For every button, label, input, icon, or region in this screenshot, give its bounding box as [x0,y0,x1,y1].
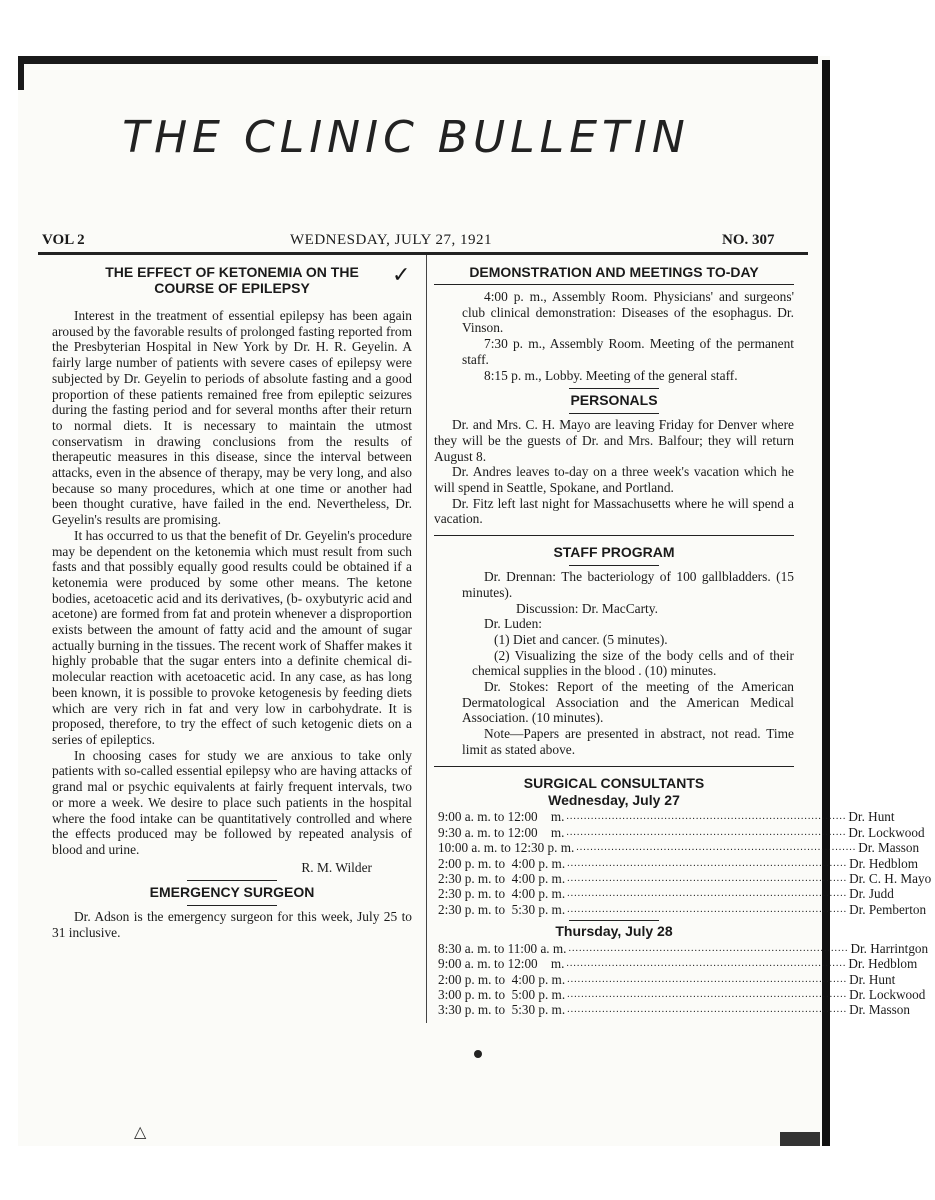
leader-dots: ................................................................................ [567,989,848,1001]
demonstration-title: DEMONSTRATION AND MEETINGS TO-DAY [469,264,759,280]
ink-speck [474,1050,482,1058]
schedule-row [434,971,896,987]
schedule-row [434,956,918,972]
program-discussion: Discussion: Dr. MacCarty. [516,600,658,616]
ketonemia-paragraph: It has occurred to us that the benefit of Dr. Geyelin's procedure may be dependent on the ketonemia which must result from such fasts and that possibly equally good results could be obtained if a ketonemia were produced by some other means. The ketone bodies, acetoacetic acid and its derivatives, (b- oxybutyric acid and acetone) are formed from fat and protein whenever a disproportion exists between the amount of fatty acid and the amount of sugar actually burning in the tissues. The recent work of Shaffer makes it highly probable that the sugar enters into a definite chemical di-molecular reaction with acetoacetic acid. In any case, as has long been known, it is possible to provoke ketogenesis by feeding diets which are very rich in fat and very low in carbohydrate. It is proposed, therefore, to try the effect of such ketogenic diets on a series of epileptics. [52,527,412,747]
scan-edge-left [18,56,24,90]
schedule-row [434,855,918,871]
consultants-day-label: Wednesday, July 27 [548,791,680,808]
section-rule [187,905,277,906]
section-rule [187,880,277,881]
schedule-time: 2:30 p. m. to 5:30 p. m. [438,901,566,917]
leader-dots: ................................................................................ [566,826,847,838]
leader-dots: ................................................................................ [567,872,848,884]
staff-program-title: STAFF PROGRAM [553,544,675,561]
schedule-doctor: Dr. C. H. Mayo [849,870,932,886]
schedule-doctor: Dr. Masson [858,840,920,856]
scan-smudge [780,1132,820,1146]
schedule-row [434,987,926,1003]
schedule-row [434,870,932,886]
leader-dots: ................................................................................ [567,888,848,900]
issue-number: NO. 307 [722,232,775,248]
consultants-day-label: Thursday, July 28 [555,923,673,940]
leader-dots: ................................................................................ [567,973,848,985]
consultants-title: SURGICAL CONSULTANTS [523,774,705,791]
ketonemia-paragraph: Interest in the treatment of essential epilepsy has been again aroused by the favorable results of prolonged fasting reported from the Presbyterian Hospital in New York by Dr. H. R. Geyelin. A fairly large number of patients with severe cases of epilepsy were subjected by Dr. Geyelin to periods of absolute fasting and a good proportion of these patients remained free from epileptic seizures during the fasting period and for several months after their return to normal diets. It is necessary to maintain the utmost conservatism in drawing conclusions from the results of therapeutic measures in this disease, since the interval between attacks, even in the absence of therapy, may be very long, and also because so many procedures, which at one time or another had been thought curative, have failed in the end. Nevertheless, Dr. Geyelin's results are promising. [52,308,412,528]
date-label: WEDNESDAY, JULY 27, 1921 [290,232,493,248]
scan-edge-top [18,56,818,64]
program-item: Dr. Luden: [484,616,543,632]
schedule-time: 2:30 p. m. to 4:00 p. m. [438,886,566,902]
consultants-schedule [434,809,932,917]
personals-title: PERSONALS [570,392,658,409]
right-column [434,264,932,1018]
schedule-row [434,940,929,956]
schedule-doctor: Dr. Hedblom [848,956,918,972]
ink-mark-icon: △ [134,1122,147,1141]
schedule-row [434,901,927,917]
program-note: Note—Papers are presented in abstract, not read. Time limit as stated above. [462,726,794,757]
left-column [52,264,412,941]
section-rule [434,766,794,767]
schedule-doctor: Dr. Masson [849,1002,910,1018]
consultants-schedule [434,940,929,1018]
section-rule [569,388,659,389]
meeting-item: 8:15 p. m., Lobby. Meeting of the general staff. [484,367,738,383]
schedule-doctor: Dr. Harrintgon [850,940,929,956]
ketonemia-title: THE EFFECT OF KETONEMIA ON THE COURSE OF EPILEPSY [105,264,359,296]
meeting-item: 4:00 p. m., Assembly Room. Physicians' and surgeons' club clinical demonstration: Diseases of the esophagus. Dr. Vinson. [462,289,794,336]
meeting-item: 7:30 p. m., Assembly Room. Meeting of the permanent staff. [462,336,794,367]
leader-dots: ................................................................................ [567,903,848,915]
article-author: R. M. Wilder [301,859,372,875]
leader-dots: ................................................................................ [567,857,848,869]
schedule-time: 2:30 p. m. to 4:00 p. m. [438,870,566,886]
schedule-time: 3:00 p. m. to 5:00 p. m. [438,987,566,1003]
schedule-time: 8:30 a. m. to 11:00 a. m. [438,940,567,956]
header-rule [38,252,808,255]
schedule-row [434,1002,910,1018]
personal-note: Dr. and Mrs. C. H. Mayo are leaving Friday for Denver where they will be the guests of Dr. and Mrs. Balfour; they will return August 8. [434,417,794,464]
leader-dots: ................................................................................ [568,942,849,954]
emergency-text: Dr. Adson is the emergency surgeon for this week, July 25 to 31 inclusive. [52,909,412,941]
schedule-row [434,824,925,840]
column-divider [426,255,427,1023]
program-subitem: (1) Diet and cancer. (5 minutes). [494,631,668,647]
section-rule [569,920,659,921]
schedule-doctor: Dr. Lockwood [848,824,925,840]
personal-note: Dr. Fitz left last night for Massachusetts where he will spend a vacation. [434,495,794,527]
schedule-time: 9:00 a. m. to 12:00 m. [438,956,565,972]
section-rule [434,535,794,536]
volume-label: VOL 2 [42,232,85,248]
leader-dots: ................................................................................ [576,842,857,854]
ketonemia-paragraph: In choosing cases for study we are anxious to take only patients with so-called essential epilepsy who are having attacks of grand mal or psychic equivalents at fairly frequent intervals, two or more a week. We desire to place such patients in the hospital where the food intake can be quantitatively controlled and where the effects produced may be followed by repeated analysis of blood and urine. [52,747,412,857]
schedule-time: 2:00 p. m. to 4:00 p. m. [438,855,566,871]
schedule-doctor: Dr. Lockwood [849,987,926,1003]
schedule-time: 3:30 p. m. to 5:30 p. m. [438,1002,566,1018]
schedule-row [434,886,894,902]
schedule-time: 9:30 a. m. to 12:00 m. [438,824,565,840]
leader-dots: ................................................................................ [566,811,847,823]
personal-note: Dr. Andres leaves to-day on a three week's vacation which he will spend in Seattle, Spokane, and Portland. [434,464,794,496]
schedule-time: 10:00 a. m. to 12:30 p. m. [438,840,575,856]
schedule-time: 9:00 a. m. to 12:00 m. [438,809,565,825]
schedule-doctor: Dr. Hedblom [849,855,918,871]
schedule-row [434,809,895,825]
schedule-doctor: Dr. Pemberton [849,901,927,917]
section-rule [434,284,794,285]
check-mark-icon: ✓ [392,262,411,287]
section-rule [569,565,659,566]
emergency-title: EMERGENCY SURGEON [149,884,315,901]
schedule-doctor: Dr. Hunt [849,971,896,987]
masthead-title: THE CLINIC BULLETIN [122,112,690,163]
schedule-row [434,840,920,856]
schedule-time: 2:00 p. m. to 4:00 p. m. [438,971,566,987]
program-item: Dr. Drennan: The bacteriology of 100 gallbladders. (15 minutes). [462,569,794,600]
leader-dots: ................................................................................ [566,958,847,970]
leader-dots: ................................................................................ [567,1004,848,1016]
program-subitem: (2) Visualizing the size of the body cells and of their chemical supplies in the blood . (10) minutes. [472,647,794,679]
schedule-doctor: Dr. Judd [849,886,894,902]
schedule-doctor: Dr. Hunt [848,809,895,825]
section-rule [569,413,659,414]
program-item: Dr. Stokes: Report of the meeting of the American Dermatological Association and the American Medical Association. (10 minutes). [462,679,794,726]
